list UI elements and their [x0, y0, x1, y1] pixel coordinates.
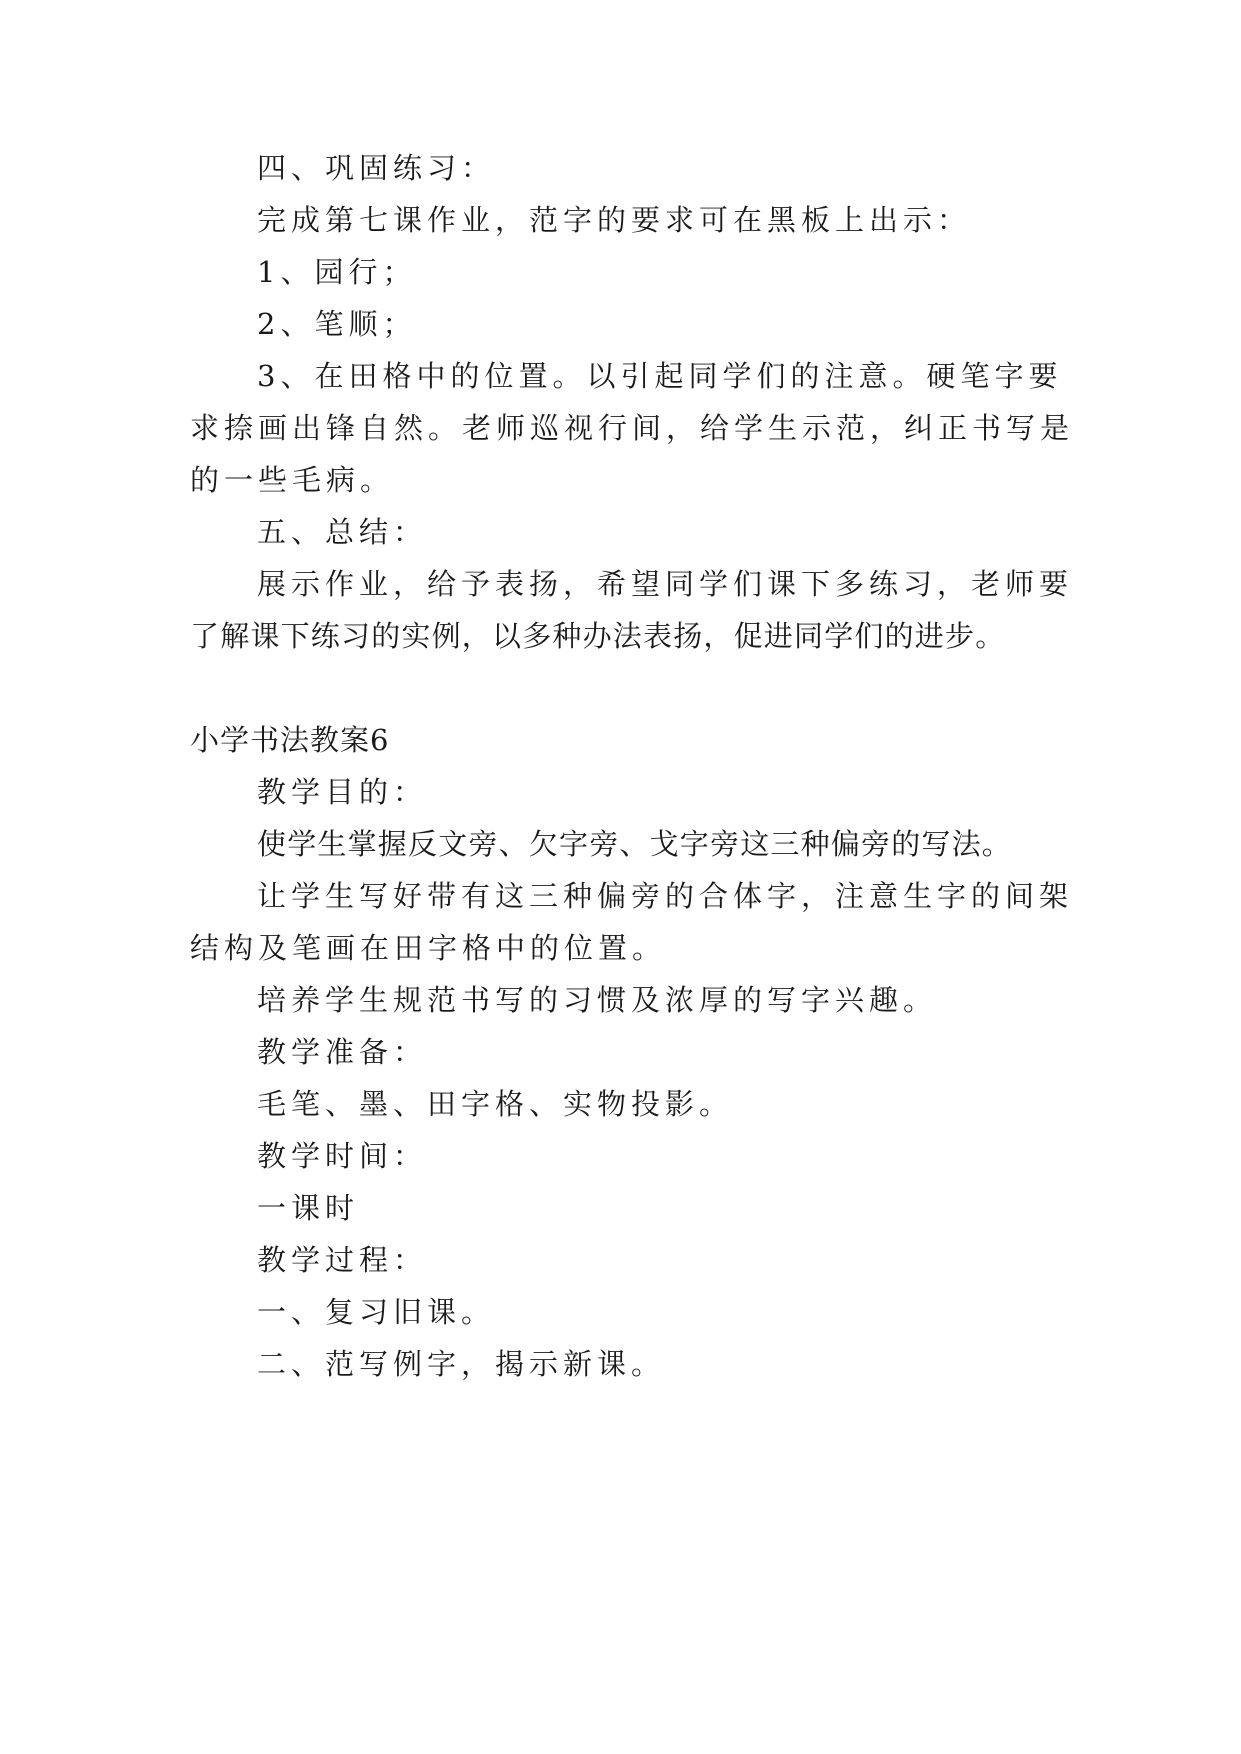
- section-four-item-2: 2、笔顺；: [257, 307, 417, 341]
- goal-heading: 教学目的：: [257, 775, 428, 809]
- time-content: 一课时: [257, 1191, 360, 1225]
- process-step-1: 一、复习旧课。: [257, 1295, 496, 1329]
- goal-1: 使学生掌握反文旁、欠字旁、戈字旁这三种偏旁的写法。: [257, 827, 1013, 861]
- goal-2-line-1: 让学生写好带有这三种偏旁的合体字，注意生字的间架: [257, 879, 1074, 913]
- section-four-item-1: 1、园行；: [257, 255, 417, 289]
- section-five-line-1: 展示作业，给予表扬，希望同学们课下多练习，老师要: [257, 567, 1074, 601]
- section-four-item-3-line-3: 的一些毛病。: [190, 463, 395, 497]
- section-four-heading: 四、巩固练习：: [257, 151, 496, 185]
- goal-3: 培养学生规范书写的习惯及浓厚的写字兴趣。: [257, 983, 938, 1017]
- section-four-item-3-line-2: 求捺画出锋自然。老师巡视行间，给学生示范，纠正书写是: [190, 411, 1075, 445]
- prep-heading: 教学准备：: [257, 1035, 428, 1069]
- time-heading: 教学时间：: [257, 1139, 428, 1173]
- section-five-line-2: 了解课下练习的实例，以多种办法表扬，促进同学们的进步。: [190, 619, 1006, 653]
- section-four-intro: 完成第七课作业，范字的要求可在黑板上出示：: [257, 203, 972, 237]
- prep-content: 毛笔、墨、田字格、实物投影。: [257, 1087, 734, 1121]
- process-step-2: 二、范写例字，揭示新课。: [257, 1347, 666, 1381]
- lesson-title: 小学书法教案6: [190, 723, 390, 757]
- section-five-heading: 五、总结：: [257, 515, 428, 549]
- process-heading: 教学过程：: [257, 1243, 428, 1277]
- goal-2-line-2: 结构及笔画在田字格中的位置。: [190, 931, 667, 965]
- section-four-item-3-line-1: 3、在田格中的位置。以引起同学们的注意。硬笔字要: [257, 359, 1063, 393]
